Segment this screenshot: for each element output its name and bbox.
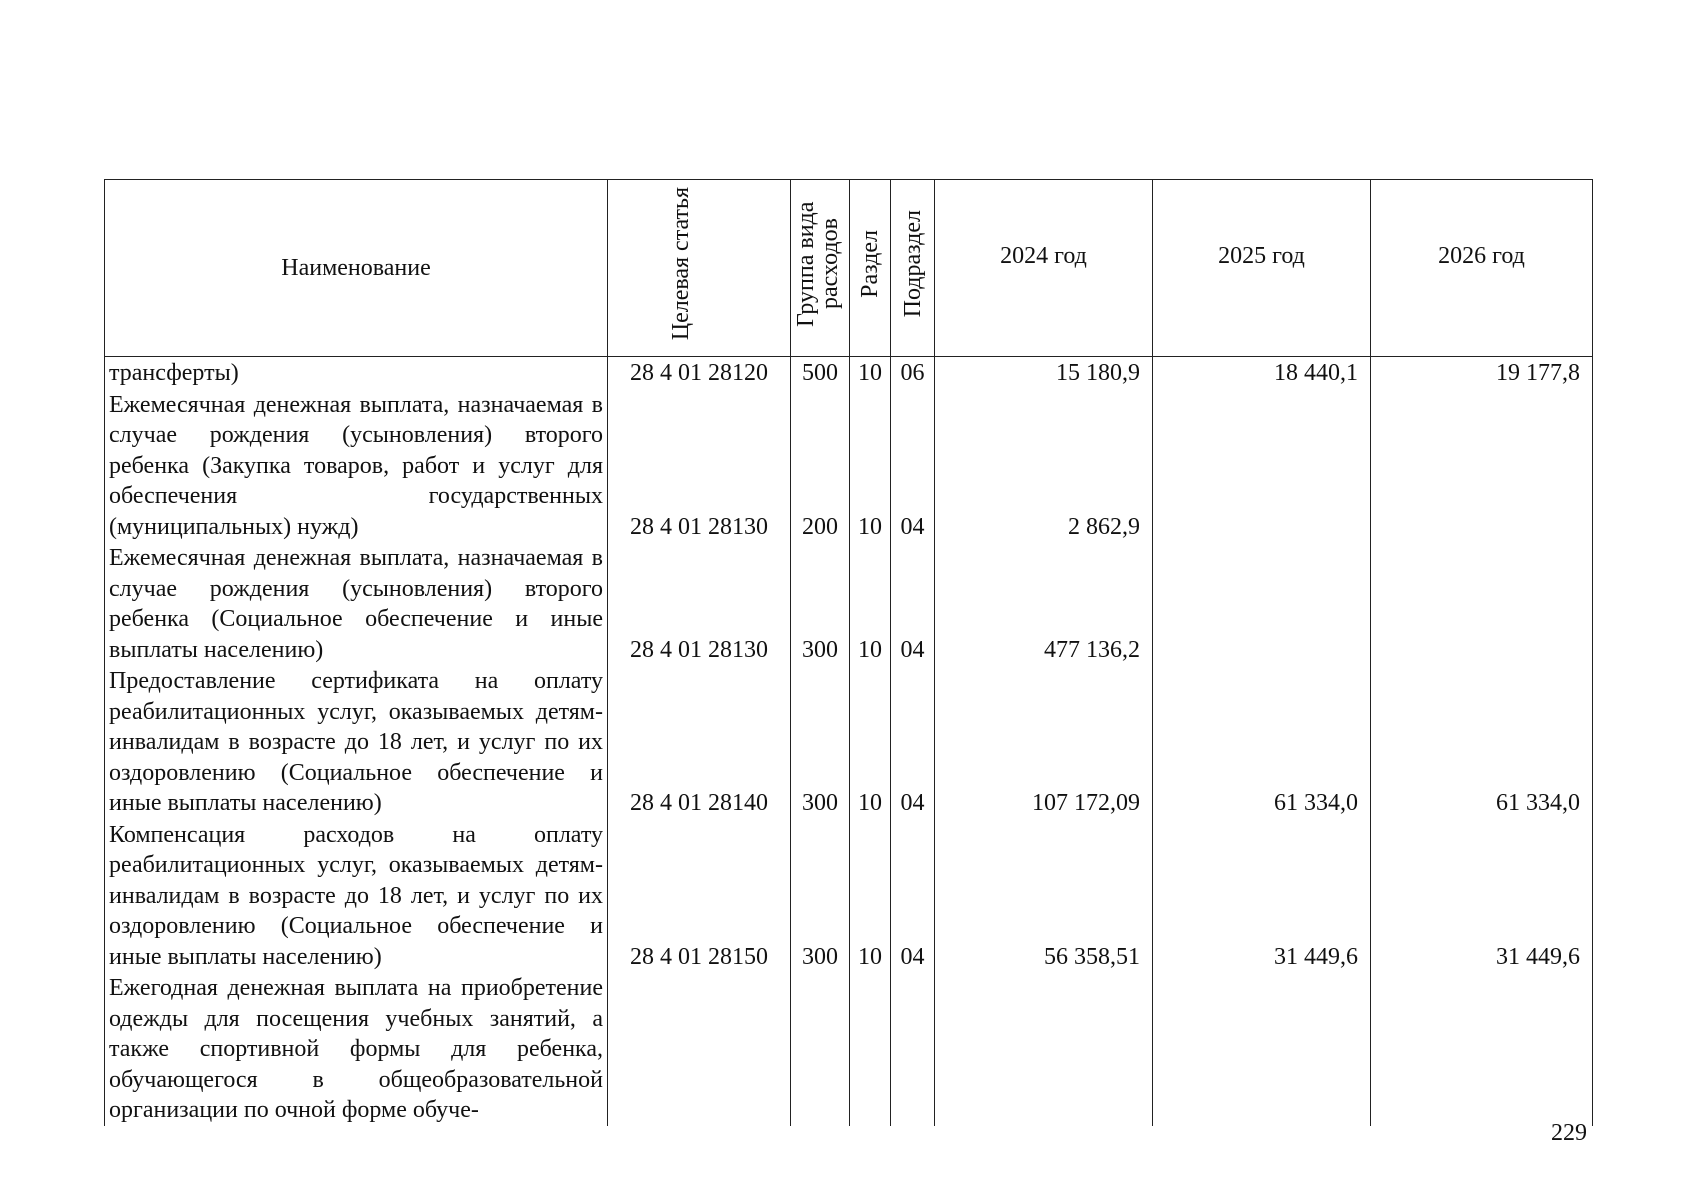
row-name: Ежегодная денежная выплата на приобретение одежды для посещения учебных занятий, а также спортивной формы для ребенка, обучающегося в общеобразовательной организации по очной форме обуче- xyxy=(105,972,608,1126)
row-2024: 56 358,51 xyxy=(935,819,1153,973)
row-2024: 477 136,2 xyxy=(935,542,1153,665)
table-row xyxy=(105,542,1593,665)
row-section xyxy=(850,972,891,1126)
table-header-row xyxy=(105,180,1593,357)
row-2026: 19 177,8 xyxy=(1371,357,1593,389)
row-2024: 107 172,09 xyxy=(935,665,1153,819)
row-section: 10 xyxy=(850,389,891,543)
header-name: Наименование xyxy=(105,180,608,357)
header-2025: 2025 год xyxy=(1153,180,1371,357)
row-name: Компенсация расходов на оплату реабилитационных услуг, оказываемых детям-инвалидам в возрасте до 18 лет, и услуг по их оздоровлению (Социальное обеспечение и иные выплаты населению) xyxy=(105,819,608,973)
row-group: 300 xyxy=(791,542,850,665)
row-2025: 18 440,1 xyxy=(1153,357,1371,389)
header-subsection-label: Подраздел xyxy=(899,210,926,318)
row-section: 10 xyxy=(850,357,891,389)
row-section: 10 xyxy=(850,819,891,973)
header-group-label: Группа вида расходов xyxy=(793,201,843,327)
row-2026: 31 449,6 xyxy=(1371,819,1593,973)
row-2025: 31 449,6 xyxy=(1153,819,1371,973)
row-2025: 61 334,0 xyxy=(1153,665,1371,819)
row-group: 300 xyxy=(791,819,850,973)
row-2026 xyxy=(1371,972,1593,1126)
row-subsection: 04 xyxy=(891,665,935,819)
header-section-label: Раздел xyxy=(857,229,883,298)
table-row xyxy=(105,389,1593,543)
row-target: 28 4 01 28130 xyxy=(608,542,791,665)
table-row xyxy=(105,357,1593,389)
row-group: 200 xyxy=(791,389,850,543)
table-row xyxy=(105,972,1593,1126)
header-target xyxy=(608,180,791,357)
row-subsection: 04 xyxy=(891,542,935,665)
row-target: 28 4 01 28120 xyxy=(608,357,791,389)
row-section: 10 xyxy=(850,542,891,665)
row-2026 xyxy=(1371,542,1593,665)
row-2025 xyxy=(1153,542,1371,665)
row-section: 10 xyxy=(850,665,891,819)
row-name: Предоставление сертификата на оплату реабилитационных услуг, оказываемых детям-инвалидам в возрасте до 18 лет, и услуг по их оздоровлению (Социальное обеспечение и иные выплаты населению) xyxy=(105,665,608,819)
row-name: Ежемесячная денежная выплата, назначаемая в случае рождения (усыновления) второго ребенка (Социальное обеспечение и иные выплаты населению) xyxy=(105,542,608,665)
row-target xyxy=(608,972,791,1126)
row-2025 xyxy=(1153,389,1371,543)
row-target: 28 4 01 28140 xyxy=(608,665,791,819)
table-row xyxy=(105,819,1593,973)
row-subsection xyxy=(891,972,935,1126)
row-target: 28 4 01 28130 xyxy=(608,389,791,543)
header-section xyxy=(850,180,891,357)
row-subsection: 04 xyxy=(891,819,935,973)
row-2025 xyxy=(1153,972,1371,1126)
row-group: 500 xyxy=(791,357,850,389)
row-2026 xyxy=(1371,389,1593,543)
row-2024: 2 862,9 xyxy=(935,389,1153,543)
page-number: 229 xyxy=(1551,1120,1587,1146)
row-2024 xyxy=(935,972,1153,1126)
row-group xyxy=(791,972,850,1126)
header-group xyxy=(791,180,850,357)
header-2024: 2024 год xyxy=(935,180,1153,357)
row-2026: 61 334,0 xyxy=(1371,665,1593,819)
header-2026: 2026 год xyxy=(1371,180,1593,357)
row-name: Ежемесячная денежная выплата, назначаемая в случае рождения (усыновления) второго ребенка (Закупка товаров, работ и услуг для обеспечения государственных (муниципальных) нужд) xyxy=(105,389,608,543)
header-target-label: Целевая статья xyxy=(668,187,694,341)
row-2024: 15 180,9 xyxy=(935,357,1153,389)
header-subsection xyxy=(891,180,935,357)
table-row xyxy=(105,665,1593,819)
budget-table xyxy=(104,179,1593,1126)
row-name: трансферты) xyxy=(105,357,608,389)
row-subsection: 06 xyxy=(891,357,935,389)
row-subsection: 04 xyxy=(891,389,935,543)
row-group: 300 xyxy=(791,665,850,819)
row-target: 28 4 01 28150 xyxy=(608,819,791,973)
